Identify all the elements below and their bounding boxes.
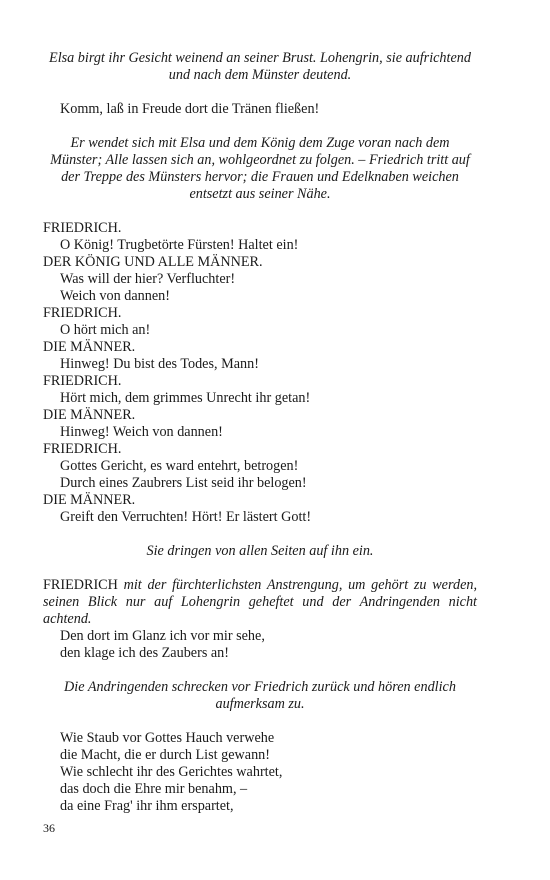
speaker-name: DIE MÄNNER.	[43, 339, 136, 355]
dialogue-line: Hinweg! Du bist des Todes, Mann!	[60, 356, 259, 372]
speaker-name: FRIEDRICH.	[43, 220, 122, 236]
dialogue-line: Hört mich, dem grimmes Unrecht ihr getan!	[60, 390, 311, 406]
dialogue-line: den klage ich des Zaubers an!	[60, 645, 229, 661]
dialogue-line: Den dort im Glanz ich vor mir sehe,	[60, 628, 265, 644]
verse-line: Wie Staub vor Gottes Hauch verwehe	[60, 730, 275, 746]
verse-line: da eine Frag' ihr ihm erspartet,	[60, 798, 234, 814]
speaker-name: FRIEDRICH.	[43, 441, 122, 457]
speaker-name: FRIEDRICH.	[43, 373, 122, 389]
page-body	[43, 50, 477, 815]
dialogue-line: O hört mich an!	[60, 322, 151, 338]
speaker-name: DIE MÄNNER.	[43, 407, 136, 423]
verse-line: Wie schlecht ihr des Gerichtes wahrtet,	[60, 764, 283, 780]
dialogue-line: Durch eines Zaubrers List seid ihr belogen!	[60, 475, 307, 491]
stage-direction-elsa: Elsa birgt ihr Gesicht weinend an seiner Brust. Lohengrin, sie aufrichtend und nach dem Münster deutend.	[49, 50, 471, 83]
verse-line: die Macht, die er durch List gewann!	[60, 747, 270, 763]
inline-stage-direction: mit der fürchterlichsten Anstrengung, um gehört zu werden, seinen Blick nur auf Lohengrin geheftet und der Andringenden nicht achtend.	[43, 577, 478, 627]
verse-line: das doch die Ehre mir benahm, –	[60, 781, 248, 797]
verse-block	[43, 730, 477, 815]
speaker-name: DER KÖNIG UND ALLE MÄNNER.	[43, 254, 263, 270]
stage-direction-attack: Sie dringen von allen Seiten auf ihn ein.	[146, 543, 374, 559]
verse-line-komm: Komm, laß in Freude dort die Tränen fließen!	[60, 101, 320, 117]
speaker-name: DIE MÄNNER.	[43, 492, 136, 508]
speaker-name: FRIEDRICH	[43, 577, 118, 593]
stage-direction-listen: Die Andringenden schrecken vor Friedrich zurück und hören endlich aufmerksam zu.	[64, 679, 456, 712]
dialogue-line: Was will der hier? Verfluchter!	[60, 271, 236, 287]
dialogue-line: Weich von dannen!	[60, 288, 170, 304]
dialogue-line: Greift den Verruchten! Hört! Er lästert Gott!	[60, 509, 312, 525]
dialogue-line: Gottes Gericht, es ward entehrt, betrogen!	[60, 458, 299, 474]
stage-direction-procession: Er wendet sich mit Elsa und dem König dem Zuge voran nach dem Münster; Alle lassen sich an, wohlgeordnet zu folgen. – Friedrich tritt auf der Treppe des Münsters hervor; die Frauen und Edelknaben weichen entsetzt aus seiner Nähe.	[50, 135, 470, 202]
speaker-with-direction	[43, 577, 477, 628]
dialogue-line: O König! Trugbetörte Fürsten! Haltet ein!	[60, 237, 299, 253]
dialogue-block	[43, 220, 477, 526]
speaker-name: FRIEDRICH.	[43, 305, 122, 321]
page-number: 36	[43, 821, 55, 835]
dialogue-line: Hinweg! Weich von dannen!	[60, 424, 223, 440]
